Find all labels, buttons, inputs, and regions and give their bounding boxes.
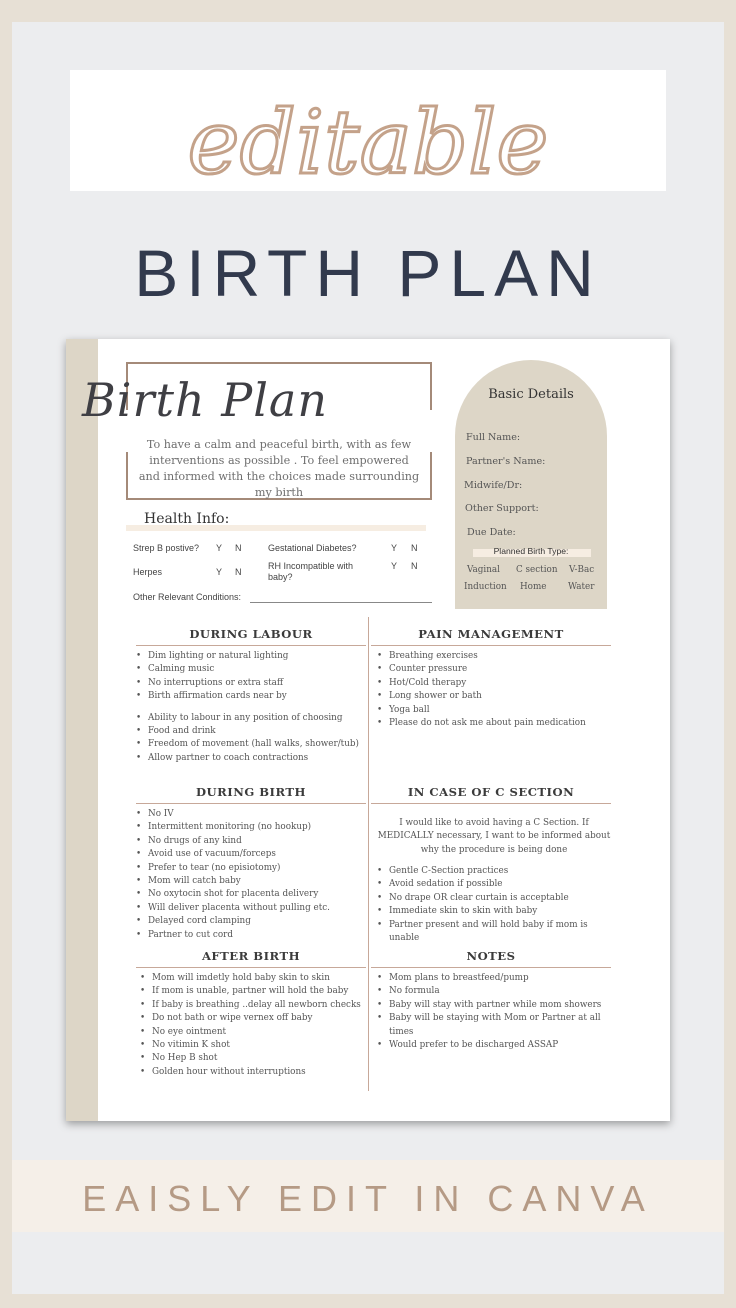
during-labour-list — [134, 650, 366, 765]
list-item: • Will deliver placenta without pulling etc. — [134, 902, 366, 915]
health-no-gestational-diabetes[interactable]: N — [411, 543, 418, 553]
health-label-strep-b: Strep B postive? — [133, 543, 200, 553]
other-conditions-label: Other Relevant Conditions: — [133, 592, 242, 602]
option-induction[interactable]: Induction — [464, 582, 507, 592]
option-water[interactable]: Water — [568, 582, 595, 592]
editable-script-text: editable — [187, 91, 549, 194]
health-label-rh: RH Incompatible with baby? — [268, 561, 354, 582]
hero-title: BIRTH PLAN — [134, 236, 602, 310]
list-item: • Please do not ask me about pain medication — [375, 717, 611, 730]
list-item: • Do not bath or wipe vernex off baby — [138, 1012, 370, 1025]
during-birth-heading: DURING BIRTH — [136, 785, 366, 804]
other-conditions-field[interactable] — [250, 602, 432, 603]
during-labour-heading: DURING LABOUR — [136, 627, 366, 646]
list-item: • Mom will catch baby — [134, 875, 366, 888]
list-item: • Would prefer to be discharged ASSAP — [375, 1039, 611, 1052]
health-yes-herpes[interactable]: Y — [216, 567, 223, 577]
list-item: • Calming music — [134, 663, 366, 676]
midwife-field[interactable]: Midwife/Dr: — [464, 480, 523, 491]
pain-management-heading: PAIN MANAGEMENT — [371, 627, 611, 646]
health-yes-gestational-diabetes[interactable]: Y — [391, 543, 398, 553]
list-item: • Counter pressure — [375, 663, 611, 676]
list-item: • Yoga ball — [375, 704, 611, 717]
health-info-heading: Health Info: — [126, 511, 426, 531]
health-no-herpes[interactable]: N — [235, 567, 242, 577]
after-birth-heading: AFTER BIRTH — [136, 949, 366, 968]
list-item: • Dim lighting or natural lighting — [134, 650, 366, 663]
basic-details-panel — [455, 360, 607, 609]
list-item: • Allow partner to coach contractions — [134, 752, 366, 765]
list-item: • Partner to cut cord — [134, 929, 366, 942]
list-item: • Immediate skin to skin with baby — [375, 905, 615, 918]
list-item: • Long shower or bath — [375, 690, 611, 703]
list-item: • No eye ointment — [138, 1026, 370, 1039]
list-item: • Food and drink — [134, 725, 366, 738]
option-c-section[interactable]: C section — [516, 565, 558, 575]
editable-script-lettering — [70, 45, 666, 205]
health-label-herpes: Herpes — [133, 567, 163, 577]
list-item: • Ability to labour in any position of choosing — [134, 712, 366, 725]
list-item: • Mom will imdetly hold baby skin to skin — [138, 972, 370, 985]
sheet-side-stripe — [66, 339, 98, 1121]
editable-banner — [70, 70, 666, 194]
option-vaginal[interactable]: Vaginal — [467, 565, 500, 575]
health-yes-strep-b[interactable]: Y — [216, 543, 223, 553]
c-section-intro: I would like to avoid having a C Section. If MEDICALLY necessary, I want to be informed about why the procedure is being done — [377, 818, 611, 855]
list-item: • If baby is breathing ..delay all newborn checks — [138, 999, 370, 1012]
list-item: • Breathing exercises — [375, 650, 611, 663]
option-v-bac[interactable]: V-Bac — [569, 565, 595, 575]
c-section-list — [375, 865, 615, 945]
list-item: • Baby will be staying with Mom or Partner at all times — [375, 1012, 611, 1039]
notes-list — [375, 972, 611, 1052]
partner-name-field[interactable]: Partner's Name: — [466, 456, 546, 467]
health-label-gestational-diabetes: Gestational Diabetes? — [268, 543, 357, 553]
list-item: • Birth affirmation cards near by — [134, 690, 366, 703]
birth-plan-sheet — [66, 339, 670, 1121]
list-item: • No vitimin K shot — [138, 1039, 370, 1052]
health-yes-rh[interactable]: Y — [391, 561, 398, 571]
list-item: • Prefer to tear (no episiotomy) — [134, 862, 366, 875]
list-item: • Avoid sedation if possible — [375, 878, 615, 891]
footer-text: EAISLY EDIT IN CANVA — [82, 1178, 654, 1219]
basic-details-heading: Basic Details — [488, 387, 574, 402]
health-no-strep-b[interactable]: N — [235, 543, 242, 553]
after-birth-list — [138, 972, 370, 1079]
list-item: • No oxytocin shot for placenta delivery — [134, 888, 366, 901]
full-name-field[interactable]: Full Name: — [466, 432, 521, 443]
list-item: • If mom is unable, partner will hold the baby — [138, 985, 370, 998]
list-item: • Hot/Cold therapy — [375, 677, 611, 690]
due-date-field[interactable]: Due Date: — [467, 527, 516, 538]
list-item: • Delayed cord clamping — [134, 915, 366, 928]
list-item: • Freedom of movement (hall walks, shower/tub) — [134, 738, 366, 751]
list-item: • Partner present and will hold baby if mom is unable — [375, 919, 615, 946]
list-item: • Golden hour without interruptions — [138, 1066, 370, 1079]
planned-birth-label: Planned Birth Type: — [493, 546, 569, 556]
list-item: • No interruptions or extra staff — [134, 677, 366, 690]
list-item: • No formula — [375, 985, 611, 998]
health-no-rh[interactable]: N — [411, 561, 418, 571]
list-item: • Gentle C-Section practices — [375, 865, 615, 878]
during-birth-list — [134, 808, 366, 942]
c-section-heading: IN CASE OF C SECTION — [371, 785, 611, 804]
list-item: • No drape OR clear curtain is acceptable — [375, 892, 615, 905]
list-item: • No IV — [134, 808, 366, 821]
list-item: • Avoid use of vacuum/forceps — [134, 848, 366, 861]
pain-management-list — [375, 650, 611, 730]
notes-heading: NOTES — [371, 949, 611, 968]
option-home[interactable]: Home — [520, 582, 547, 592]
list-item: • No Hep B shot — [138, 1052, 370, 1065]
mission-statement: To have a calm and peaceful birth, with as few interventions as possible . To feel empowered and informed with the choices made surrounding my birth — [138, 438, 420, 499]
list-item: • Intermittent monitoring (no hookup) — [134, 821, 366, 834]
sheet-script-title: Birth Plan — [82, 373, 328, 427]
list-item: • Baby will stay with partner while mom showers — [375, 999, 611, 1012]
list-item: • No drugs of any kind — [134, 835, 366, 848]
list-item: • Mom plans to breastfeed/pump — [375, 972, 611, 985]
other-support-field[interactable]: Other Support: — [465, 503, 539, 514]
